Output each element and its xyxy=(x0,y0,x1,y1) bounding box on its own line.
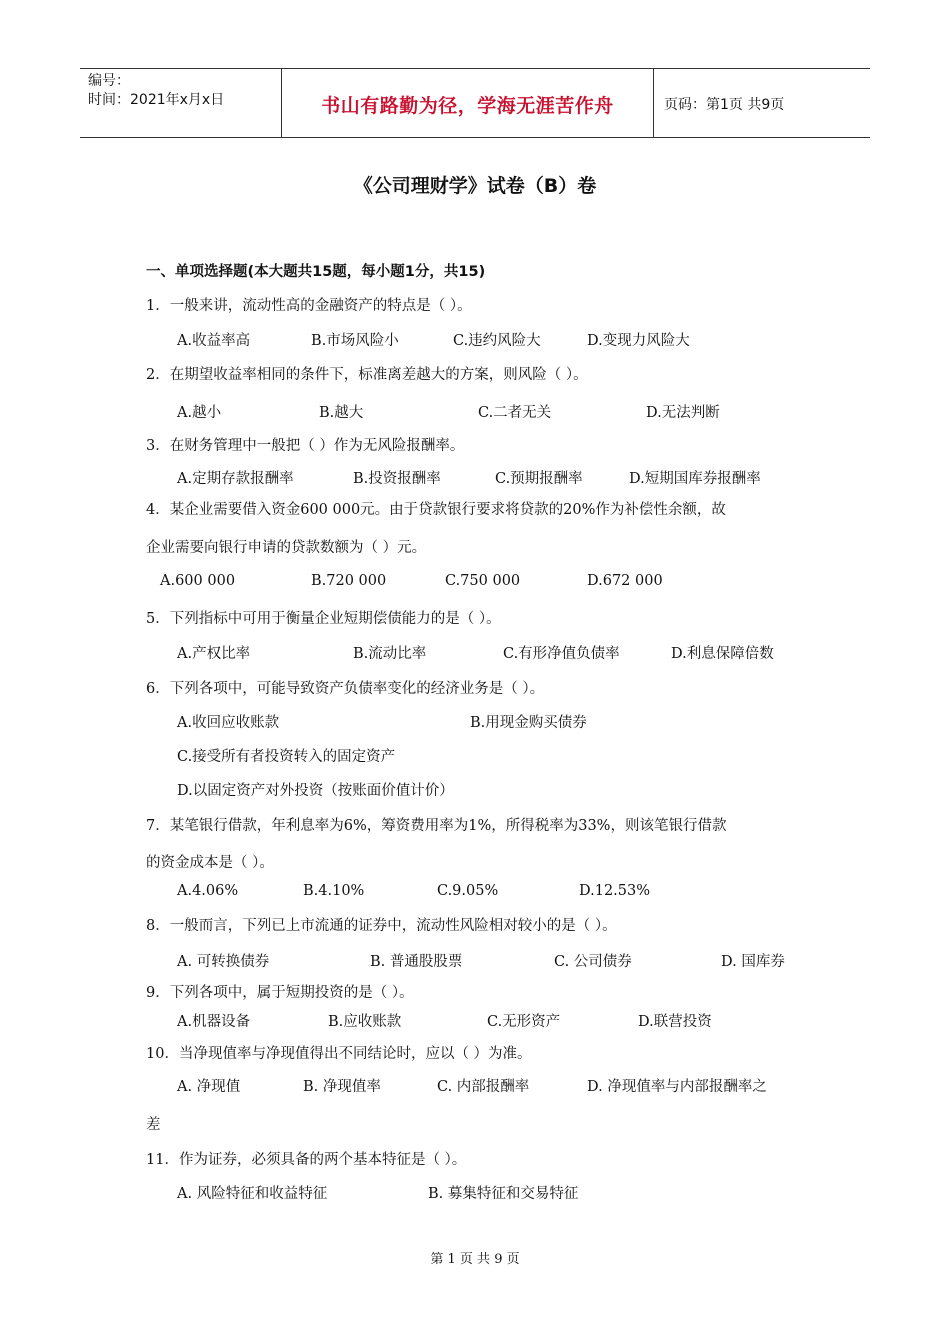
q11-option-a: A. 风险特征和收益特征 xyxy=(177,1186,328,1202)
q10-option-d: D. 净现值率与内部报酬率之 xyxy=(587,1079,767,1095)
q8-option-b: B. 普通股股票 xyxy=(370,954,463,970)
q5-option-a: A.产权比率 xyxy=(177,646,251,662)
document-date-label: 时间：2021年x月x日 xyxy=(88,92,225,108)
q2-option-b: B.越大 xyxy=(319,405,364,421)
question-5: 5．下列指标中可用于衡量企业短期偿债能力的是（ ）。 xyxy=(146,611,501,627)
q10-option-c: C. 内部报酬率 xyxy=(437,1079,530,1095)
question-11: 11．作为证券，必须具备的两个基本特征是（ ）。 xyxy=(146,1152,467,1168)
page-footer: 第 1 页 共 9 页 xyxy=(430,1252,520,1267)
q3-option-c: C.预期报酬率 xyxy=(495,471,583,487)
question-1: 1．一般来讲，流动性高的金融资产的特点是（ ）。 xyxy=(146,298,472,314)
document-header xyxy=(80,68,870,138)
q9-option-c: C.无形资产 xyxy=(487,1014,561,1030)
q1-option-c: C.违约风险大 xyxy=(453,333,541,349)
q2-option-a: A.越小 xyxy=(177,405,222,421)
q5-option-c: C.有形净值负债率 xyxy=(503,646,620,662)
q8-option-a: A. 可转换债券 xyxy=(177,954,270,970)
q7-option-c: C.9.05% xyxy=(437,883,499,899)
q7-option-b: B.4.10% xyxy=(303,883,365,899)
q5-option-d: D.利息保障倍数 xyxy=(671,646,774,662)
q4-option-d: D.672 000 xyxy=(587,573,663,589)
header-motto: 书山有路勤为径，学海无涯苦作舟 xyxy=(321,95,614,117)
header-motto-cell xyxy=(282,69,654,137)
q2-option-d: D.无法判断 xyxy=(646,405,720,421)
header-meta xyxy=(80,69,282,137)
q6-option-c: C.接受所有者投资转入的固定资产 xyxy=(177,749,396,765)
q3-option-b: B.投资报酬率 xyxy=(353,471,441,487)
q1-option-d: D.变现力风险大 xyxy=(587,333,690,349)
q9-option-b: B.应收账款 xyxy=(328,1014,402,1030)
header-page-cell xyxy=(654,69,870,137)
document-number-label: 编号： xyxy=(88,73,130,89)
q9-option-a: A.机器设备 xyxy=(177,1014,251,1030)
q10-option-a: A. 净现值 xyxy=(177,1079,241,1095)
q3-option-a: A.定期存款报酬率 xyxy=(177,471,294,487)
section-heading: 一、单项选择题(本大题共15题，每小题1分，共15) xyxy=(146,264,486,280)
q3-option-d: D.短期国库券报酬率 xyxy=(629,471,761,487)
q2-option-c: C.二者无关 xyxy=(478,405,552,421)
q4-option-a: A.600 000 xyxy=(160,573,236,589)
question-7: 7．某笔银行借款，年利息率为6%，筹资费用率为1%，所得税率为33%，则该笔银行借款 xyxy=(146,818,727,834)
q9-option-d: D.联营投资 xyxy=(638,1014,712,1030)
exam-title: 《公司理财学》试卷（B）卷 xyxy=(353,175,597,197)
question-8: 8．一般而言，下列已上市流通的证券中，流动性风险相对较小的是（ ）。 xyxy=(146,918,617,934)
question-4: 4．某企业需要借入资金600 000元。由于贷款银行要求将贷款的20%作为补偿性余额，故 xyxy=(146,502,726,518)
q10-option-d-continued: 差 xyxy=(146,1117,161,1133)
question-10: 10．当净现值率与净现值得出不同结论时，应以（ ）为准。 xyxy=(146,1046,532,1062)
q4-option-c: C.750 000 xyxy=(445,573,521,589)
question-4-continued: 企业需要向银行申请的贷款数额为（ ）元。 xyxy=(146,540,427,556)
question-2: 2．在期望收益率相同的条件下，标准离差越大的方案，则风险（ ）。 xyxy=(146,367,588,383)
question-7-continued: 的资金成本是（ ）。 xyxy=(146,855,274,871)
q7-option-a: A.4.06% xyxy=(177,883,239,899)
q10-option-b: B. 净现值率 xyxy=(303,1079,381,1095)
q6-option-d: D.以固定资产对外投资（按账面价值计价） xyxy=(177,783,454,799)
q1-option-b: B.市场风险小 xyxy=(311,333,399,349)
q4-option-b: B.720 000 xyxy=(311,573,387,589)
q8-option-d: D. 国库券 xyxy=(721,954,785,970)
q1-option-a: A.收益率高 xyxy=(177,333,251,349)
q11-option-b: B. 募集特征和交易特征 xyxy=(428,1186,579,1202)
q5-option-b: B.流动比率 xyxy=(353,646,427,662)
question-3: 3．在财务管理中一般把（ ）作为无风险报酬率。 xyxy=(146,438,465,454)
q7-option-d: D.12.53% xyxy=(579,883,651,899)
question-9: 9．下列各项中，属于短期投资的是（ ）。 xyxy=(146,985,414,1001)
question-6: 6．下列各项中，可能导致资产负债率变化的经济业务是（ ）。 xyxy=(146,681,545,697)
q6-option-b: B.用现金购买债券 xyxy=(470,715,587,731)
header-page-info: 页码：第1页 共9页 xyxy=(664,97,785,113)
q8-option-c: C. 公司债券 xyxy=(554,954,632,970)
q6-option-a: A.收回应收账款 xyxy=(177,715,280,731)
